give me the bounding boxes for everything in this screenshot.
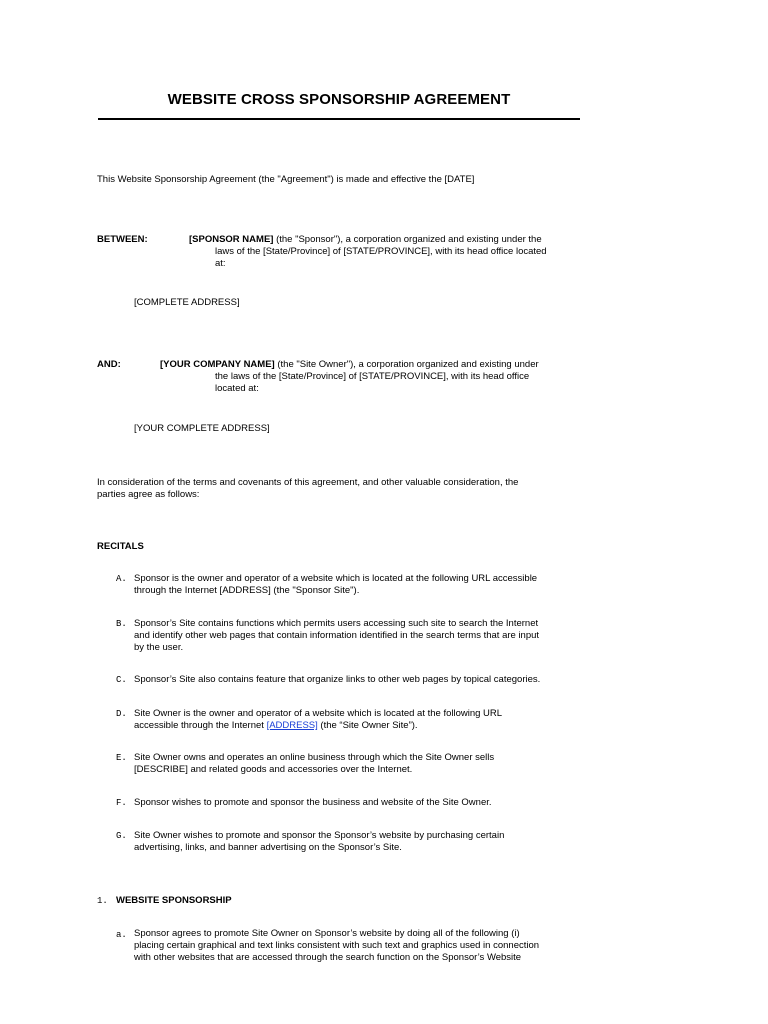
sponsor-address: [COMPLETE ADDRESS]	[134, 297, 240, 308]
sponsor-name-placeholder: [SPONSOR NAME]	[189, 234, 274, 245]
section-1-heading: WEBSITE SPONSORSHIP	[116, 895, 232, 906]
recital-f-marker: F.	[116, 798, 127, 808]
company-address: [YOUR COMPLETE ADDRESS]	[134, 423, 270, 434]
and-label: AND:	[97, 359, 121, 370]
recital-b-marker: B.	[116, 619, 127, 629]
recitals-heading: RECITALS	[97, 541, 144, 552]
title-underline	[98, 118, 580, 120]
between-label: BETWEEN:	[97, 234, 148, 245]
consideration-line-2: parties agree as follows:	[97, 489, 200, 500]
recital-g-line-1: Site Owner wishes to promote and sponsor the Sponsor’s website by purchasing certain	[134, 830, 505, 841]
and-line-3: located at:	[215, 383, 259, 394]
between-line-1-rest: (the "Sponsor"), a corporation organized and existing under the	[273, 234, 542, 245]
document-title: WEBSITE CROSS SPONSORSHIP AGREEMENT	[167, 91, 511, 108]
recital-a-marker: A.	[116, 574, 127, 584]
recital-b-line-2: and identify other web pages that contain information identified in the search terms that are input	[134, 630, 540, 641]
section-1a-line-1: Sponsor agrees to promote Site Owner on Sponsor’s website by doing all of the following (i)	[134, 928, 520, 939]
recital-d-line-2-pre: accessible through the Internet	[134, 720, 267, 731]
recital-e-line-1: Site Owner owns and operates an online business through which the Site Owner sells	[134, 752, 495, 763]
between-line-3: at:	[215, 258, 226, 269]
recital-d-marker: D.	[116, 709, 127, 719]
recital-a-line-1: Sponsor is the owner and operator of a website which is located at the following URL accessible	[134, 573, 538, 584]
recital-e-marker: E.	[116, 753, 127, 763]
section-1-marker: 1.	[97, 896, 108, 906]
section-1a-line-3: with other websites that are accessed through the search function on the Sponsor’s Website	[134, 952, 522, 963]
recital-d-line-2-post: (the “Site Owner Site”).	[317, 720, 418, 731]
section-1a-line-2: placing certain graphical and text links consistent with such text and graphics used in connection	[134, 940, 540, 951]
recital-d-line-2	[134, 720, 418, 732]
section-1a-marker: a.	[116, 930, 127, 940]
recital-g-marker: G.	[116, 831, 127, 841]
intro-paragraph: This Website Sponsorship Agreement (the "Agreement") is made and effective the [DATE]	[97, 174, 475, 185]
recital-g-line-2: advertising, links, and banner advertising on the Sponsor’s Site.	[134, 842, 402, 853]
company-name-placeholder: [YOUR COMPANY NAME]	[160, 359, 275, 370]
and-line-1-rest: (the "Site Owner"), a corporation organized and existing under	[274, 359, 539, 370]
site-owner-address-link[interactable]: [ADDRESS]	[266, 720, 318, 731]
recital-c-marker: C.	[116, 675, 127, 685]
recital-d-line-1: Site Owner is the owner and operator of a website which is located at the following URL	[134, 708, 503, 719]
recital-b-line-3: by the user.	[134, 642, 184, 653]
recital-f-line-1: Sponsor wishes to promote and sponsor the business and website of the Site Owner.	[134, 797, 492, 808]
and-line-2: the laws of the [State/Province] of [STATE/PROVINCE], with its head office	[215, 371, 530, 382]
recital-e-line-2: [DESCRIBE] and related goods and accessories over the Internet.	[134, 764, 413, 775]
recital-c-line-1: Sponsor’s Site also contains feature that organize links to other web pages by topical categories.	[134, 674, 541, 685]
and-line-1	[160, 359, 539, 371]
recital-a-line-2: through the Internet [ADDRESS] (the "Sponsor Site").	[134, 585, 360, 596]
consideration-line-1: In consideration of the terms and covenants of this agreement, and other valuable consideration, the	[97, 477, 519, 488]
between-line-2: laws of the [State/Province] of [STATE/PROVINCE], with its head office located	[215, 246, 547, 257]
between-line-1	[189, 234, 542, 246]
recital-b-line-1: Sponsor’s Site contains functions which permits users accessing such site to search the Internet	[134, 618, 539, 629]
